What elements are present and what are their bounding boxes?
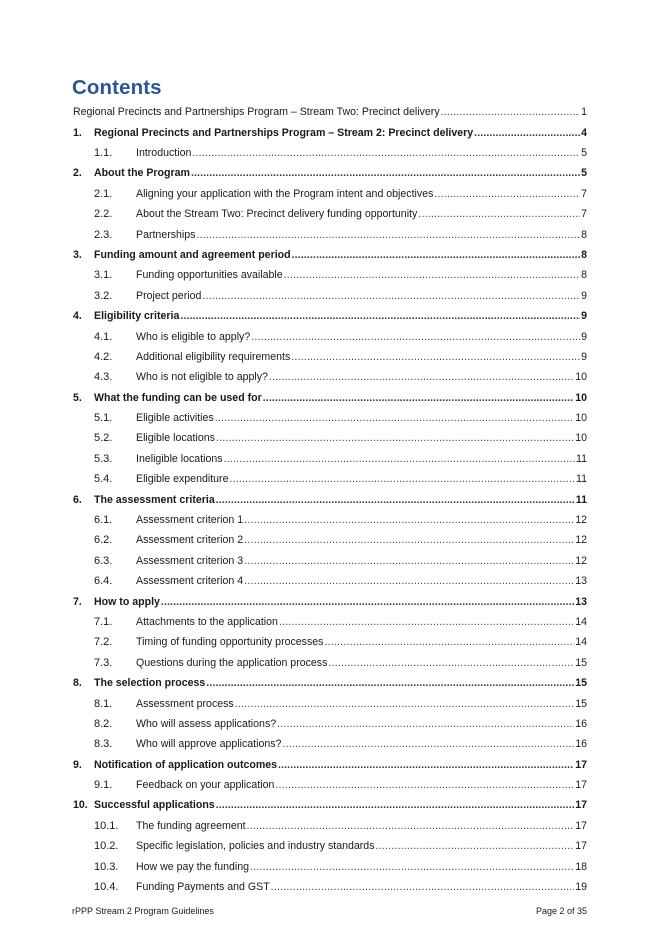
toc-entry-top[interactable] <box>73 102 587 123</box>
toc-entry-page: 17 <box>575 840 587 853</box>
toc-entry-label: Who will approve applications? <box>136 738 282 751</box>
leader-dots <box>244 571 574 591</box>
contents-heading: Contents <box>72 76 162 99</box>
toc-entry-label: How we pay the funding <box>136 860 250 873</box>
toc-subsection-entry[interactable] <box>73 734 587 754</box>
toc-entry-label: Specific legislation, policies and industry standards <box>136 840 375 853</box>
toc-entry-page: 10 <box>575 412 587 425</box>
toc-entry-page: 5 <box>581 167 587 180</box>
toc-entry-number: 4.2. <box>94 350 113 363</box>
leader-dots <box>206 673 574 693</box>
toc-section-entry[interactable] <box>73 388 587 408</box>
toc-entry-label: Eligible expenditure <box>136 473 229 486</box>
toc-entry-number: 4. <box>73 310 82 323</box>
toc-entry-page: 8 <box>581 269 587 282</box>
toc-entry-page: 13 <box>575 575 587 588</box>
toc-entry-label: Successful applications <box>94 799 215 812</box>
toc-entry-label: Regional Precincts and Partnerships Program – Stream Two: Precinct delivery <box>73 106 440 118</box>
toc-entry-number: 6.4. <box>94 575 113 588</box>
leader-dots <box>180 306 580 326</box>
toc-entry-label: Feedback on your application <box>136 779 275 792</box>
toc-entry-page: 17 <box>575 779 587 792</box>
leader-dots <box>292 245 581 265</box>
leader-dots <box>284 265 580 285</box>
leader-dots <box>244 510 574 530</box>
toc-entry-page: 14 <box>575 615 587 628</box>
footer-document-title: rPPP Stream 2 Program Guidelines <box>72 906 214 916</box>
toc-entry-number: 10.3. <box>94 860 119 873</box>
toc-entry-page: 7 <box>581 187 587 200</box>
toc-subsection-entry[interactable] <box>73 714 587 734</box>
toc-entry-page: 9 <box>581 289 587 302</box>
toc-subsection-entry[interactable] <box>73 225 587 245</box>
toc-entry-number: 5. <box>73 391 82 404</box>
footer-page-number: Page 2 of 35 <box>535 906 587 916</box>
toc-entry-label: Assessment criterion 3 <box>136 554 244 567</box>
toc-entry-number: 6.2. <box>94 534 113 547</box>
toc-subsection-entry[interactable] <box>73 816 587 836</box>
leader-dots <box>229 469 575 489</box>
toc-entry-label: Timing of funding opportunity processes <box>136 636 324 649</box>
toc-entry-number: 1. <box>73 126 82 139</box>
leader-dots <box>216 795 575 815</box>
toc-entry-page: 9 <box>581 310 587 323</box>
toc-section-entry[interactable] <box>73 755 587 775</box>
toc-subsection-entry[interactable] <box>73 571 587 591</box>
toc-entry-number: 7.1. <box>94 615 113 628</box>
toc-entry-label: Ineligible locations <box>136 452 223 465</box>
leader-dots <box>474 123 580 143</box>
toc-section-entry[interactable] <box>73 592 587 612</box>
toc-entry-label: Who is eligible to apply? <box>136 330 251 343</box>
toc-subsection-entry[interactable] <box>73 877 587 897</box>
leader-dots <box>275 775 574 795</box>
toc-entry-number: 3.1. <box>94 269 113 282</box>
toc-entry-page: 15 <box>575 697 587 710</box>
toc-subsection-entry[interactable] <box>73 551 587 571</box>
toc-entry-page: 1 <box>581 106 587 118</box>
toc-section-entry[interactable] <box>73 163 587 183</box>
toc-subsection-entry[interactable] <box>73 408 587 428</box>
leader-dots <box>250 857 574 877</box>
toc-entry-number: 10. <box>73 799 88 812</box>
toc-entry-number: 2.1. <box>94 187 113 200</box>
toc-entry-page: 19 <box>575 881 587 894</box>
toc-subsection-entry[interactable] <box>73 347 587 367</box>
leader-dots <box>216 490 575 510</box>
toc-entry-number: 1.1. <box>94 146 113 159</box>
toc-entry-page: 5 <box>581 146 587 159</box>
toc-entry-number: 7.3. <box>94 656 113 669</box>
toc-entry-page: 14 <box>575 636 587 649</box>
toc-entry-label: Regional Precincts and Partnerships Program – Stream 2: Precinct delivery <box>94 126 474 139</box>
toc-entry-number: 7. <box>73 595 82 608</box>
toc-subsection-entry[interactable] <box>73 367 587 387</box>
toc-entry-label: Notification of application outcomes <box>94 758 278 771</box>
leader-dots <box>277 714 574 734</box>
toc-entry-label: Eligible locations <box>136 432 215 445</box>
toc-entry-page: 11 <box>575 493 587 506</box>
toc-entry-number: 9. <box>73 758 82 771</box>
toc-entry-page: 15 <box>575 677 587 690</box>
toc-entry-page: 11 <box>576 473 587 486</box>
toc-entry-number: 6. <box>73 493 82 506</box>
toc-subsection-entry[interactable] <box>73 327 587 347</box>
leader-dots <box>434 184 580 204</box>
leader-dots <box>269 367 574 387</box>
toc-entry-label: Assessment criterion 1 <box>136 514 244 527</box>
toc-entry-number: 3.2. <box>94 289 113 302</box>
toc-entry-number: 6.3. <box>94 554 113 567</box>
toc-subsection-entry[interactable] <box>73 143 587 163</box>
toc-section-entry[interactable] <box>73 673 587 693</box>
toc-entry-page: 16 <box>575 738 587 751</box>
toc-entry-page: 10 <box>575 391 587 404</box>
toc-entry-number: 6.1. <box>94 514 113 527</box>
toc-entry-page: 4 <box>581 126 587 139</box>
toc-entry-number: 10.1. <box>94 819 119 832</box>
toc-entry-label: Who will assess applications? <box>136 717 277 730</box>
toc-entry-label: The funding agreement <box>136 819 246 832</box>
leader-dots <box>263 388 574 408</box>
leader-dots <box>191 163 580 183</box>
toc-subsection-entry[interactable] <box>73 857 587 877</box>
leader-dots <box>224 449 575 469</box>
toc-entry-number: 10.4. <box>94 881 119 894</box>
leader-dots <box>376 836 575 856</box>
toc-entry-number: 8.2. <box>94 717 113 730</box>
toc-entry-label: Funding amount and agreement period <box>94 248 291 261</box>
toc-entry-page: 10 <box>575 432 587 445</box>
toc-entry-label: The assessment criteria <box>94 493 215 506</box>
leader-dots <box>324 632 574 652</box>
leader-dots <box>418 204 580 224</box>
toc-entry-label: Assessment process <box>136 697 234 710</box>
toc-entry-number: 10.2. <box>94 840 119 853</box>
page-footer <box>72 906 587 916</box>
toc-entry-page: 11 <box>576 452 587 465</box>
leader-dots <box>244 530 574 550</box>
toc-subsection-entry[interactable] <box>73 530 587 550</box>
toc-entry-number: 8.1. <box>94 697 113 710</box>
leader-dots <box>247 816 575 836</box>
leader-dots <box>215 408 574 428</box>
toc-subsection-entry[interactable] <box>73 184 587 204</box>
toc-entry-page: 9 <box>581 350 587 363</box>
toc-entry-label: About the Program <box>94 167 190 180</box>
toc-entry-label: Questions during the application process <box>136 656 328 669</box>
toc-entry-number: 7.2. <box>94 636 113 649</box>
toc-section-entry[interactable] <box>73 306 587 326</box>
toc-subsection-entry[interactable] <box>73 265 587 285</box>
leader-dots <box>441 102 580 122</box>
toc-entry-label: Assessment criterion 4 <box>136 575 244 588</box>
toc-entry-label: What the funding can be used for <box>94 391 262 404</box>
leader-dots <box>271 877 575 897</box>
toc-entry-page: 12 <box>575 534 587 547</box>
toc-entry-number: 5.4. <box>94 473 113 486</box>
toc-subsection-entry[interactable] <box>73 428 587 448</box>
leader-dots <box>279 612 574 632</box>
leader-dots <box>216 428 574 448</box>
leader-dots <box>202 286 580 306</box>
toc-subsection-entry[interactable] <box>73 286 587 306</box>
leader-dots <box>291 347 580 367</box>
toc-entry-number: 5.1. <box>94 412 113 425</box>
toc-entry-label: How to apply <box>94 595 160 608</box>
toc-entry-number: 2.2. <box>94 208 113 221</box>
toc-entry-page: 17 <box>575 758 587 771</box>
toc-entry-page: 15 <box>575 656 587 669</box>
toc-entry-label: Partnerships <box>136 228 196 241</box>
leader-dots <box>244 551 574 571</box>
toc-entry-page: 8 <box>581 228 587 241</box>
leader-dots <box>235 694 574 714</box>
toc-entry-page: 12 <box>575 554 587 567</box>
toc-entry-page: 9 <box>581 330 587 343</box>
toc-entry-page: 16 <box>575 717 587 730</box>
leader-dots <box>196 225 580 245</box>
toc-entry-label: Eligibility criteria <box>94 310 180 323</box>
toc-entry-label: The selection process <box>94 677 206 690</box>
toc-entry-page: 13 <box>575 595 587 608</box>
toc-entry-label: Aligning your application with the Program intent and objectives <box>136 187 434 200</box>
toc-section-entry[interactable] <box>73 490 587 510</box>
toc-entry-page: 7 <box>581 208 587 221</box>
toc-entry-label: Project period <box>136 289 202 302</box>
toc-entry-label: Funding opportunities available <box>136 269 283 282</box>
toc-subsection-entry[interactable] <box>73 694 587 714</box>
toc-entry-label: Assessment criterion 2 <box>136 534 244 547</box>
toc-subsection-entry[interactable] <box>73 204 587 224</box>
toc-entry-page: 17 <box>575 819 587 832</box>
leader-dots <box>161 592 574 612</box>
table-of-contents <box>73 102 587 897</box>
toc-entry-label: Eligible activities <box>136 412 214 425</box>
toc-entry-label: Additional eligibility requirements <box>136 350 291 363</box>
leader-dots <box>278 755 574 775</box>
toc-entry-page: 10 <box>575 371 587 384</box>
toc-subsection-entry[interactable] <box>73 653 587 673</box>
toc-section-entry[interactable] <box>73 245 587 265</box>
toc-entry-label: Introduction <box>136 146 192 159</box>
toc-entry-number: 2.3. <box>94 228 113 241</box>
toc-subsection-entry[interactable] <box>73 632 587 652</box>
toc-entry-number: 8.3. <box>94 738 113 751</box>
toc-entry-page: 17 <box>575 799 587 812</box>
toc-entry-page: 8 <box>581 248 587 261</box>
leader-dots <box>328 653 574 673</box>
toc-entry-number: 5.3. <box>94 452 113 465</box>
toc-entry-label: Who is not eligible to apply? <box>136 371 268 384</box>
toc-entry-page: 12 <box>575 514 587 527</box>
leader-dots <box>251 327 580 347</box>
toc-entry-number: 8. <box>73 677 82 690</box>
toc-entry-number: 2. <box>73 167 82 180</box>
toc-entry-label: Attachments to the application <box>136 615 278 628</box>
toc-entry-number: 4.1. <box>94 330 113 343</box>
toc-entry-number: 3. <box>73 248 82 261</box>
toc-entry-page: 18 <box>575 860 587 873</box>
toc-entry-number: 5.2. <box>94 432 113 445</box>
leader-dots <box>192 143 580 163</box>
leader-dots <box>282 734 574 754</box>
toc-subsection-entry[interactable] <box>73 510 587 530</box>
toc-subsection-entry[interactable] <box>73 469 587 489</box>
toc-section-entry[interactable] <box>73 123 587 143</box>
toc-entry-label: Funding Payments and GST <box>136 881 270 894</box>
toc-entry-number: 9.1. <box>94 779 113 792</box>
toc-entry-label: About the Stream Two: Precinct delivery funding opportunity <box>136 208 418 221</box>
toc-subsection-entry[interactable] <box>73 449 587 469</box>
toc-subsection-entry[interactable] <box>73 836 587 856</box>
toc-subsection-entry[interactable] <box>73 775 587 795</box>
toc-subsection-entry[interactable] <box>73 612 587 632</box>
toc-entry-number: 4.3. <box>94 371 113 384</box>
toc-section-entry[interactable] <box>73 795 587 815</box>
